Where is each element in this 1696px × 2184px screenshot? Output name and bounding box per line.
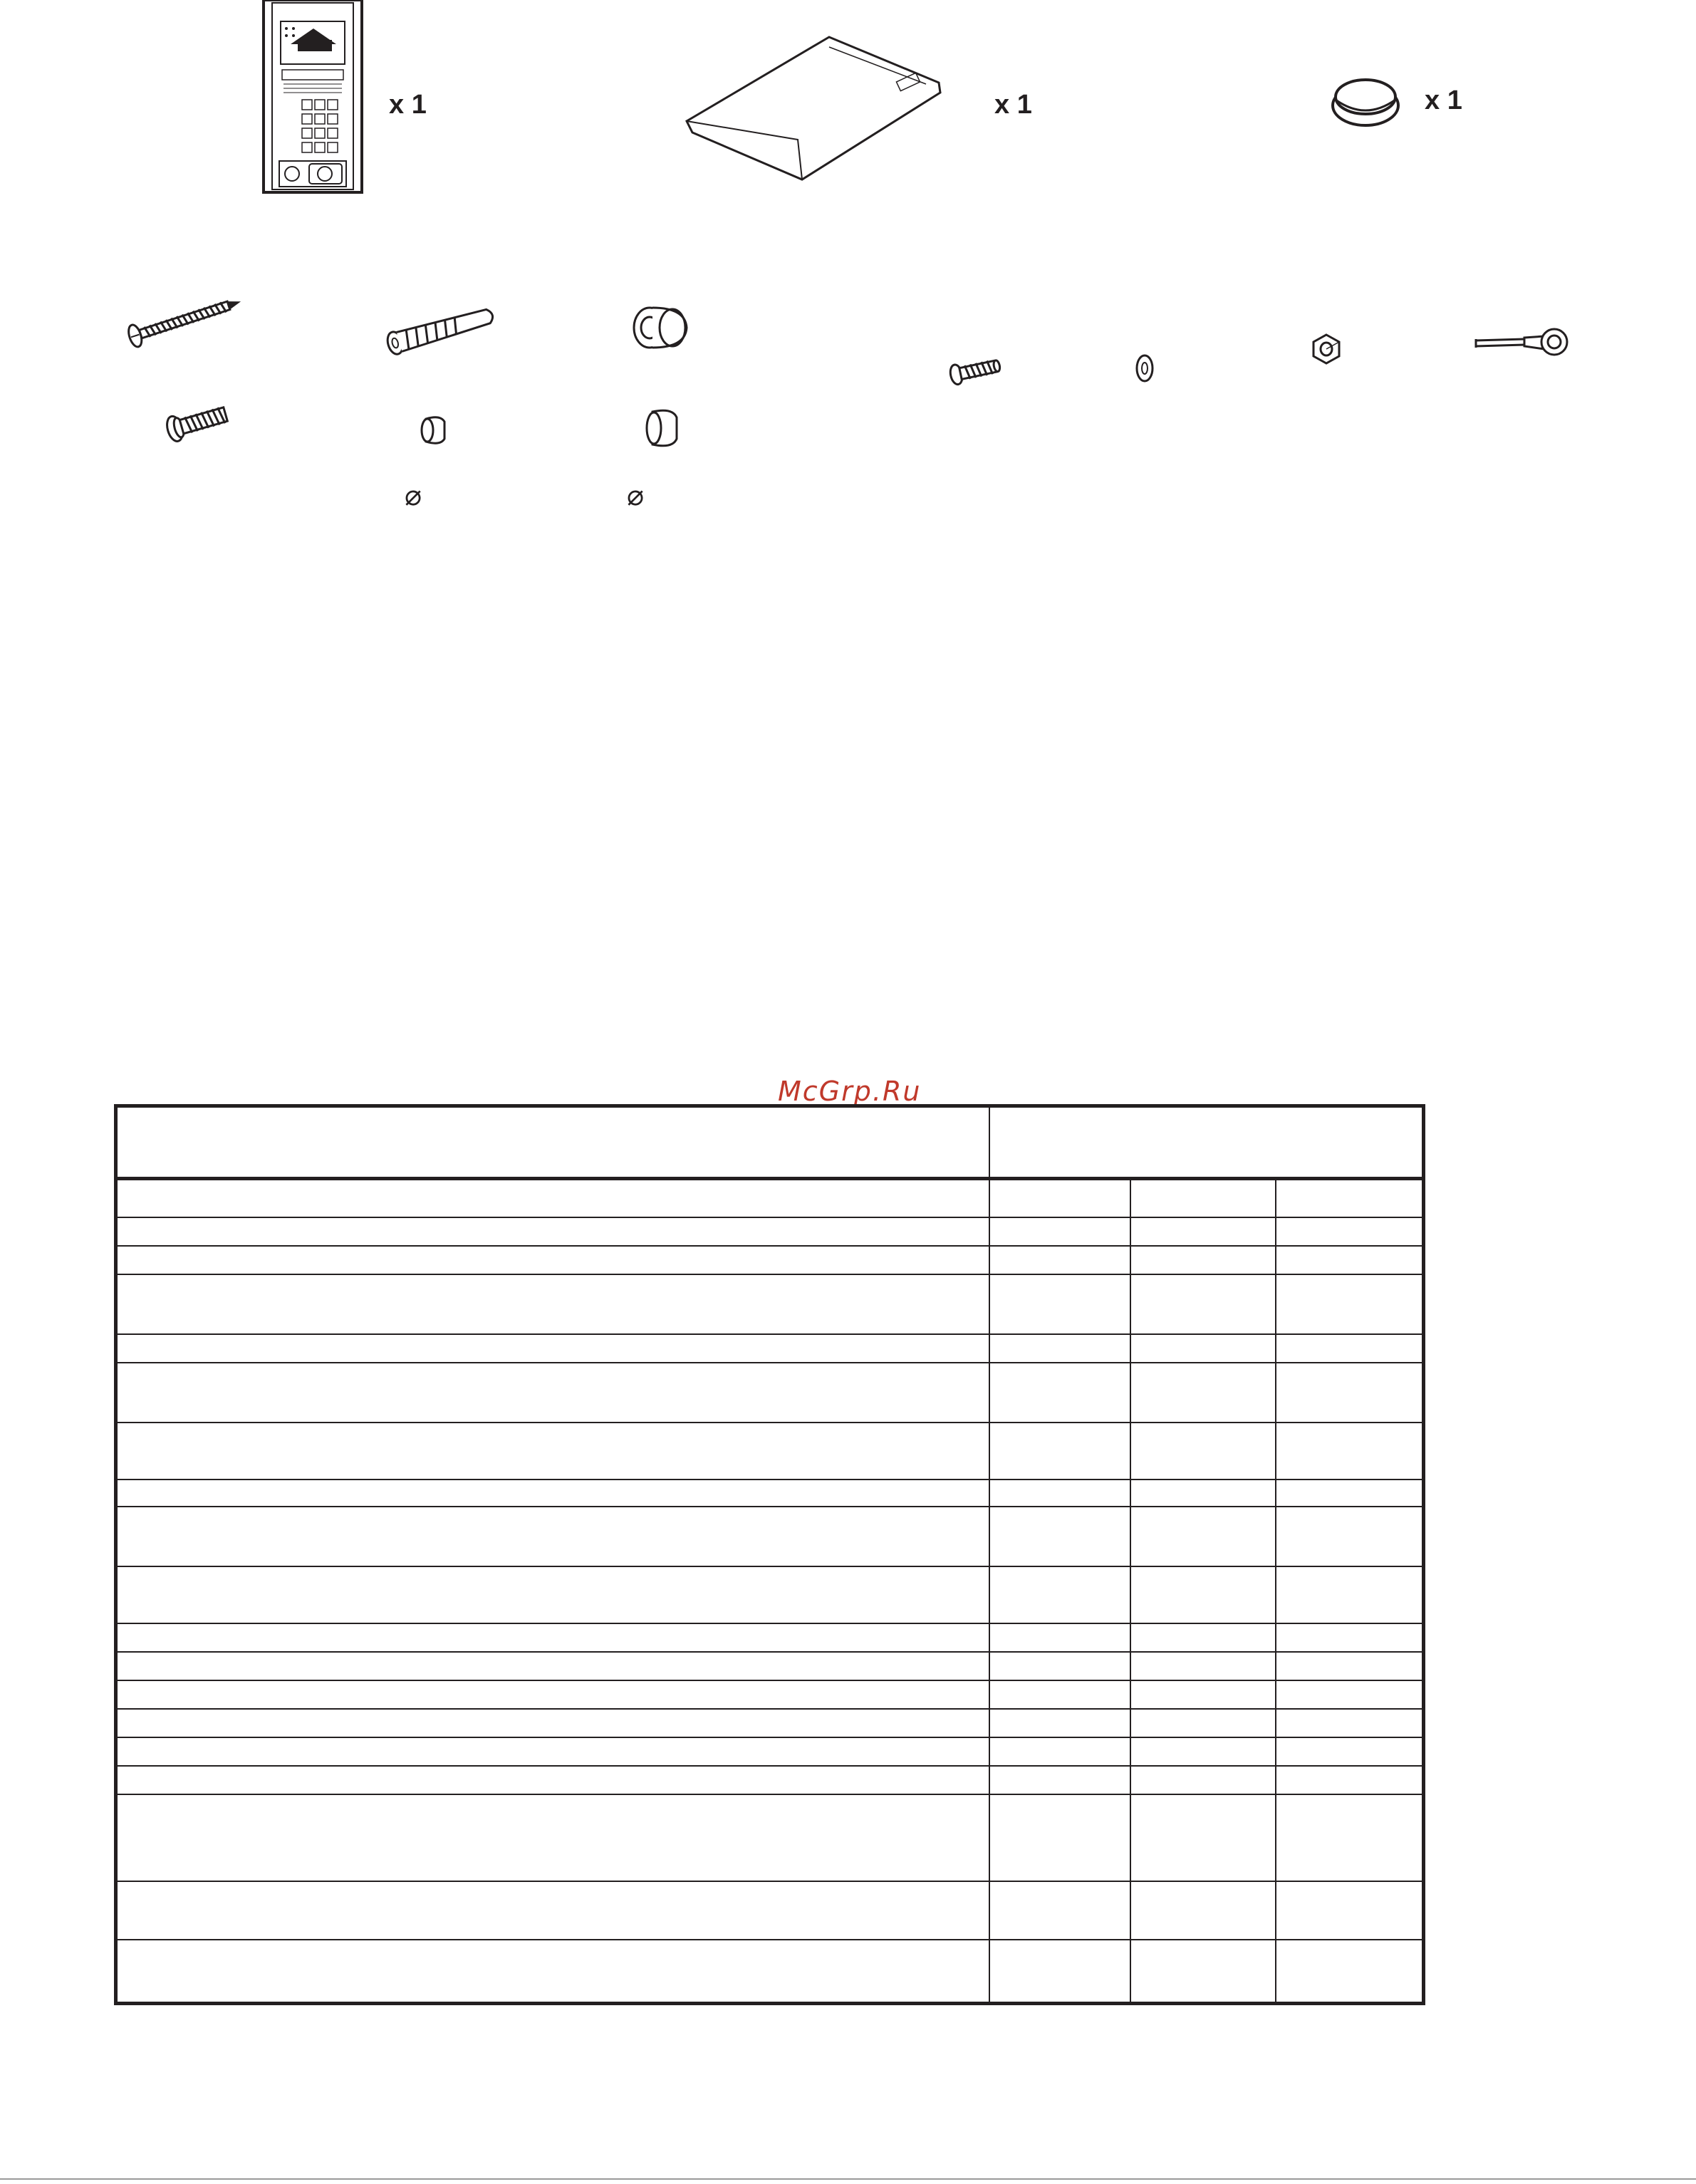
envelope-quantity: x 1: [994, 90, 1032, 120]
table-row: [116, 1179, 1424, 1217]
table-row: [116, 1217, 1424, 1246]
specification-table: [114, 1104, 1425, 2005]
table-row: [116, 1881, 1424, 1940]
hex-nut-icon: [1309, 332, 1343, 366]
table-row: [116, 1737, 1424, 1766]
call-panel-illustration: [262, 0, 363, 194]
table-row: [116, 1652, 1424, 1680]
washer-icon: [1134, 352, 1155, 385]
table-row: [116, 1566, 1424, 1623]
diameter-symbol-large: ⌀: [627, 479, 645, 512]
table-row: [116, 1766, 1424, 1794]
cap-illustration: [1329, 74, 1402, 128]
table-row: [116, 1246, 1424, 1274]
large-plug-icon: [644, 406, 684, 450]
small-plug-icon: [419, 412, 452, 449]
diameter-symbol-small: ⌀: [405, 479, 422, 512]
ring-terminal-icon: [1474, 322, 1571, 362]
table-row: [116, 1334, 1424, 1363]
header-cell-parameter: [116, 1106, 989, 1179]
short-screw-icon: [946, 352, 1006, 389]
header-cell-values: [989, 1106, 1424, 1179]
table-row: [116, 1507, 1424, 1566]
wood-screw-long-icon: [123, 289, 251, 349]
table-row: [116, 1709, 1424, 1737]
table-row: [116, 1623, 1424, 1652]
machine-screw-icon: [162, 399, 236, 444]
table-header-row: [116, 1106, 1424, 1179]
table-row: [116, 1480, 1424, 1507]
table-row: [116, 1423, 1424, 1480]
wall-dowel-long-icon: [383, 298, 504, 360]
table-row: [116, 1680, 1424, 1709]
page-bottom-rule: [0, 2178, 1696, 2180]
cap-quantity: x 1: [1425, 85, 1462, 115]
table-row: [116, 1274, 1424, 1334]
watermark: McGrp.Ru: [778, 1076, 922, 1107]
table-row: [116, 1363, 1424, 1423]
bushing-icon: [628, 299, 690, 353]
envelope-illustration: [684, 33, 954, 182]
call-panel-quantity: x 1: [389, 90, 427, 120]
table-row: [116, 1940, 1424, 2004]
table-row: [116, 1794, 1424, 1881]
